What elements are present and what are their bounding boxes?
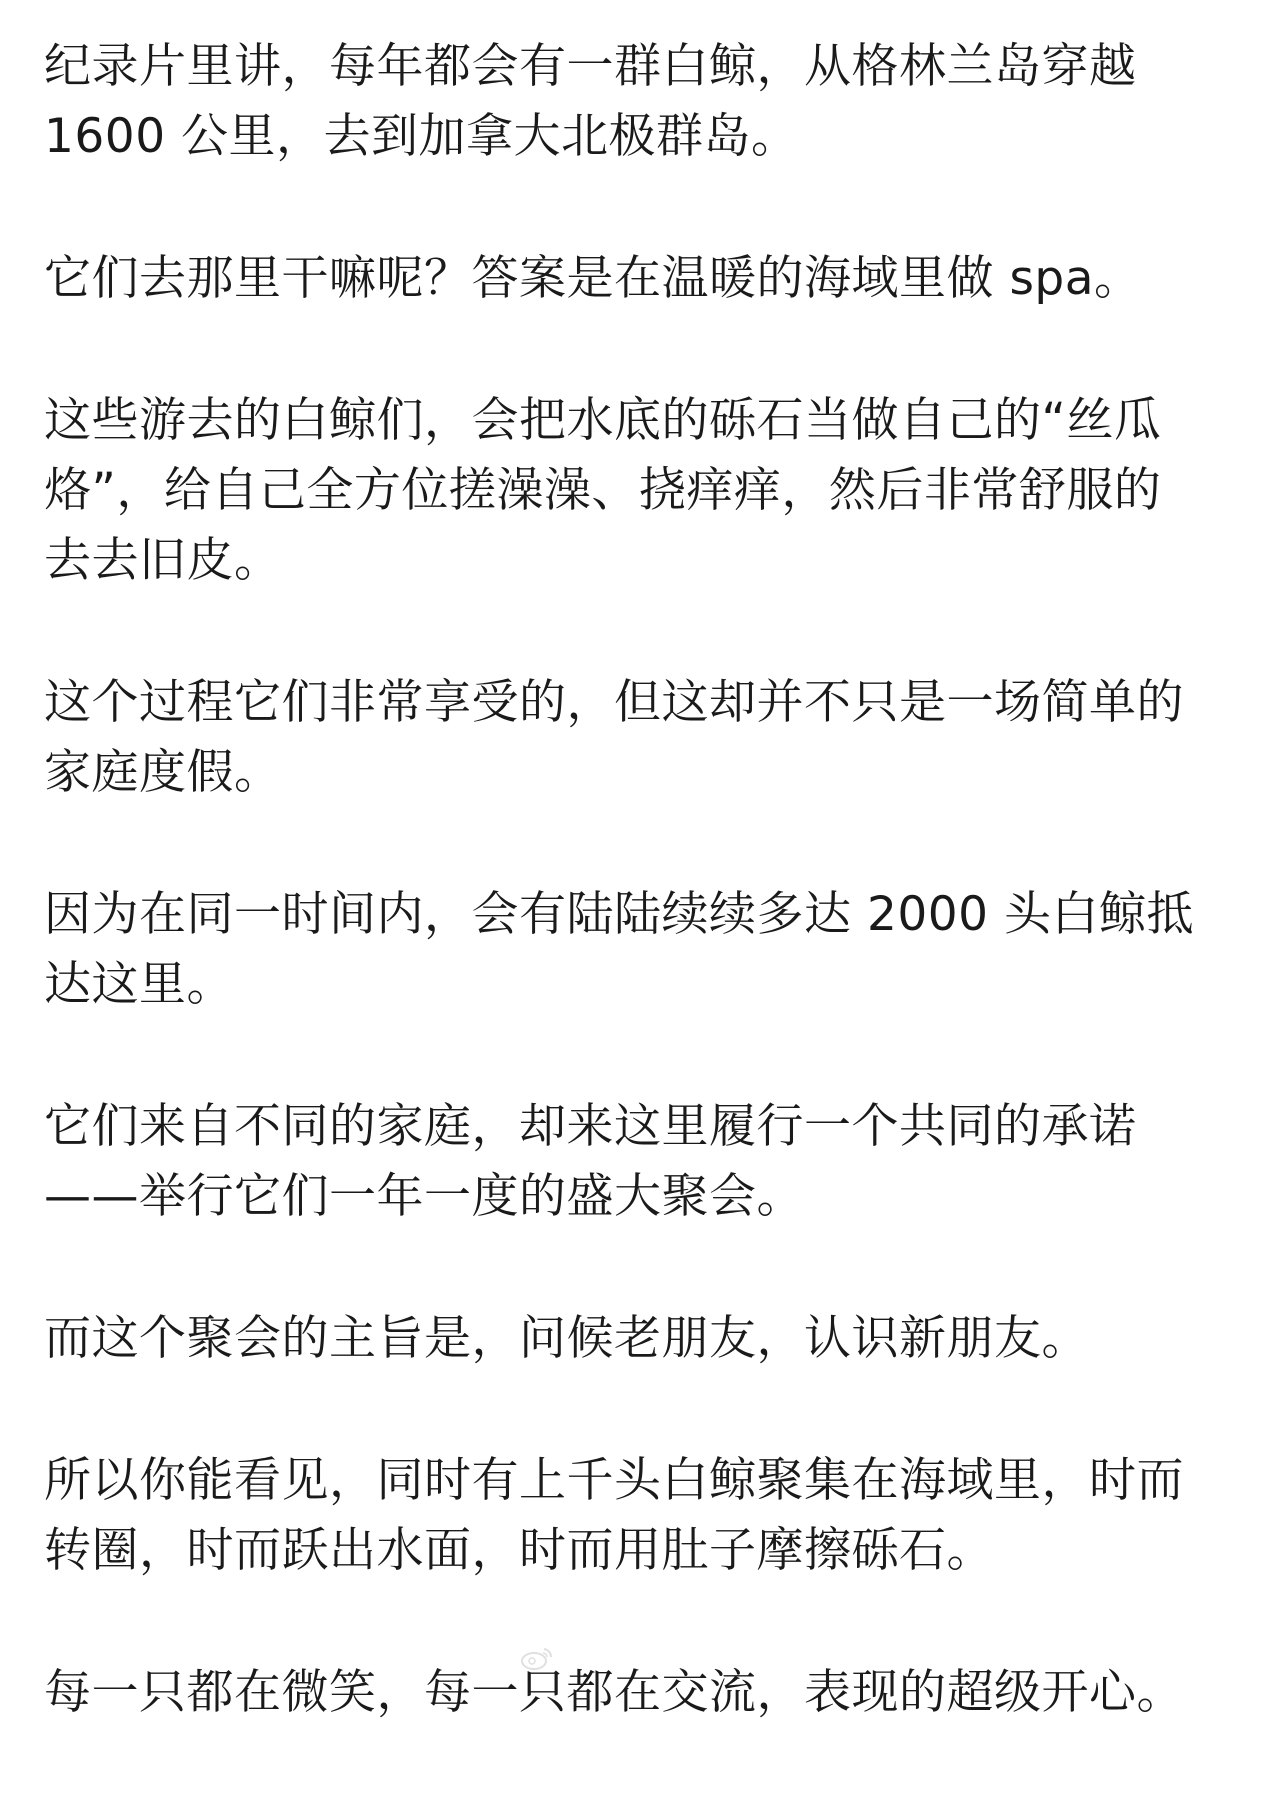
paragraph-line: ——举行它们一年一度的盛大聚会。 [44, 1169, 804, 1224]
paragraph-line: 达这里。 [44, 957, 234, 1012]
paragraph-line: 纪录片里讲，每年都会有一群白鲸，从格林兰岛穿越 [44, 39, 1137, 94]
paragraph-line: 而这个聚会的主旨是，问候老朋友，认识新朋友。 [44, 1311, 1089, 1366]
paragraph-5 [44, 880, 1244, 1020]
paragraph-8 [44, 1446, 1244, 1586]
paragraph-line: 这个过程它们非常享受的，但这却并不只是一场简单的 [44, 675, 1184, 730]
paragraph-7 [44, 1304, 1244, 1374]
paragraph-line: 转圈，时而跃出水面，时而用肚子摩擦砾石。 [44, 1523, 994, 1578]
weibo-logo-icon [520, 1645, 554, 1671]
paragraph-line: 它们去那里干嘛呢？答案是在温暖的海域里做 spa。 [44, 251, 1142, 306]
paragraph-3 [44, 386, 1244, 596]
paragraph-line: 所以你能看见，同时有上千头白鲸聚集在海域里，时而 [44, 1453, 1184, 1508]
paragraph-6 [44, 1092, 1244, 1232]
paragraph-line: 1600 公里，去到加拿大北极群岛。 [44, 109, 799, 164]
paragraph-line: 因为在同一时间内，会有陆陆续续多达 2000 头白鲸抵 [44, 887, 1194, 942]
paragraph-line: 去去旧皮。 [44, 533, 282, 588]
paragraph-4 [44, 668, 1244, 808]
watermark [520, 1640, 770, 1676]
paragraph-line: 这些游去的白鲸们，会把水底的砾石当做自己的“丝瓜 [44, 393, 1162, 448]
paragraph-line: 烙”，给自己全方位搓澡澡、挠痒痒，然后非常舒服的 [44, 463, 1162, 518]
paragraph-line: 家庭度假。 [44, 745, 282, 800]
paragraph-1 [44, 32, 1244, 172]
paragraph-line: 它们来自不同的家庭，却来这里履行一个共同的承诺 [44, 1099, 1137, 1154]
paragraph-2 [44, 244, 1244, 314]
article-body [44, 32, 1244, 1800]
paragraph-line: 每一只都在微笑，每一只都在交流，表现的超级开心。 [44, 1665, 1184, 1720]
